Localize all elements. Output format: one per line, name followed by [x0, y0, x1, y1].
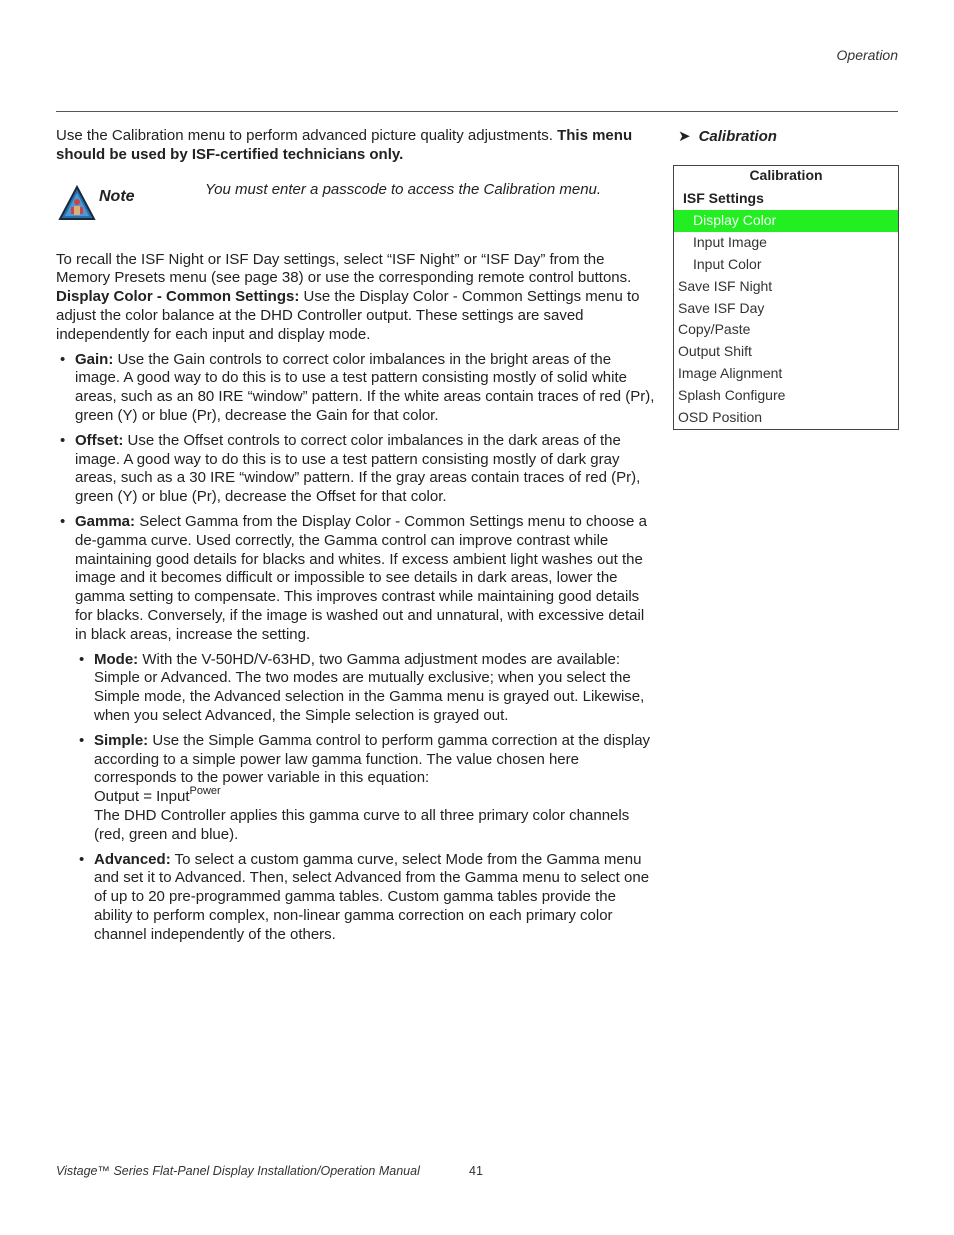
- mode-text: With the V-50HD/V-63HD, two Gamma adjustment modes are available: Simple or Advanced. The two modes are mutually exclusive; when you select the Simple mode, the Advanced selection in the Gamma menu is grayed out. Likewise, when you select Advanced, the Simple selection is grayed out.: [94, 650, 645, 724]
- menu-item-input-image[interactable]: Input Image: [693, 233, 767, 250]
- note-callout: [56, 181, 656, 251]
- simple-text: Use the Simple Gamma control to perform gamma correction at the display according to a simple power law gamma function. The value chosen here corresponds to the power variable in this equation:: [94, 731, 651, 787]
- intro-text: Use the Calibration menu to perform advanced picture quality adjustments.: [56, 127, 558, 144]
- gain-lead: Gain:: [75, 350, 114, 368]
- menu-item-image-alignment[interactable]: Image Alignment: [678, 365, 783, 382]
- offset-lead: Offset:: [75, 431, 124, 449]
- section-label: Operation: [836, 47, 898, 63]
- menu-item-osd-position[interactable]: OSD Position: [678, 409, 763, 426]
- note-warning-icon: [58, 185, 96, 221]
- gamma-lead: Gamma:: [75, 512, 136, 530]
- menu-item-copy-paste[interactable]: Copy/Paste: [678, 321, 751, 338]
- menu-subheader: ISF Settings: [683, 190, 764, 206]
- advanced-text: To select a custom gamma curve, select Mode from the Gamma menu and set it to Advanced. Then, select Advanced from the Gamma menu to select one of up to 20 pre-programmed gamma tables. Custom gamma tables provide the ability to perform complex, non-linear gamma correction on each primary color channel independently of the others.: [94, 850, 650, 943]
- display-color-lead: Display Color - Common Settings:: [56, 288, 300, 306]
- gain-text: Use the Gain controls to correct color imbalances in the bright areas of the image. A good way to do this is to use a test pattern consisting mostly of solid white areas, such as an 80 IRE “window” pattern. If the white areas contain traces of red (Pr), green (Y) or blue (Pr), decrease the Gain for that color.: [75, 350, 655, 424]
- sidebar-title: [678, 127, 777, 145]
- equation-base: Output = Input: [94, 788, 190, 806]
- list-item-gamma: [56, 513, 656, 945]
- mode-lead: Mode:: [94, 650, 139, 668]
- footer-title: Vistage™ Series Flat-Panel Display Installation/Operation Manual: [56, 1164, 420, 1178]
- list-item-advanced: [75, 851, 656, 945]
- display-color-text: Use the Display Color - Common Settings menu to adjust the color balance at the DHD Controller output. These settings are saved independently for each input and display mode.: [56, 288, 640, 343]
- list-item-mode: [75, 651, 656, 726]
- equation-exponent: Power: [189, 785, 221, 798]
- simple-lead: Simple:: [94, 731, 149, 749]
- list-item-offset: [56, 432, 656, 507]
- note-label: Note: [99, 187, 135, 205]
- calibration-menu: [673, 165, 899, 430]
- gamma-text: Select Gamma from the Display Color - Common Settings menu to choose a de-gamma curve. Used correctly, the Gamma control can improve contrast while maintaining good details for blacks and whites. If excess ambient light washes out the image and it becomes difficult or impossible to see details in dark areas, lower the gamma setting to compensate. This improves contrast while maintaining good details for blacks. Conversely, if the image is washed out and unnatural, with excessive detail in black areas, increase the setting.: [75, 512, 647, 643]
- menu-item-save-isf-night[interactable]: Save ISF Night: [678, 277, 773, 294]
- list-item-gain: [56, 351, 656, 426]
- menu-item-splash-configure[interactable]: Splash Configure: [678, 387, 786, 404]
- advanced-lead: Advanced:: [94, 850, 171, 868]
- simple-after-text: The DHD Controller applies this gamma curve to all three primary color channels (red, green and blue).: [94, 806, 630, 843]
- gamma-sublist: [75, 651, 656, 945]
- menu-item-input-color[interactable]: Input Color: [693, 255, 762, 272]
- menu-item-output-shift[interactable]: Output Shift: [678, 343, 752, 360]
- sidebar-title-text: Calibration: [698, 128, 777, 145]
- arrow-left-icon: ➤: [678, 128, 691, 145]
- page-number: 41: [469, 1164, 483, 1178]
- menu-item-save-isf-day[interactable]: Save ISF Day: [678, 299, 765, 316]
- gamma-equation: [94, 785, 656, 807]
- list-item-simple: [75, 732, 656, 845]
- note-text: You must enter a passcode to access the Calibration menu.: [205, 180, 602, 198]
- settings-list: [56, 351, 656, 945]
- intro-paragraph: [56, 127, 656, 165]
- header-rule: [56, 111, 898, 112]
- recall-paragraph: To recall the ISF Night or ISF Day settings, select “ISF Night” or “ISF Day” from the Memory Presets menu (see page 38) or use the corresponding remote control buttons.: [56, 250, 632, 287]
- menu-header: Calibration: [749, 167, 823, 183]
- intro-warning: This menu should be used by ISF-certified technicians only.: [56, 127, 633, 163]
- menu-item-display-color[interactable]: Display Color: [674, 210, 898, 232]
- display-color-paragraph: [56, 288, 656, 344]
- offset-text: Use the Offset controls to correct color imbalances in the dark areas of the image. A good way to do this is to use a test pattern consisting mostly of dark gray areas, such as a 30 IRE “window” pattern. If the gray areas contain traces of red (Pr), green (Y) or blue (Pr), decrease the Offset for that color.: [75, 431, 641, 506]
- menu-items: [674, 210, 898, 429]
- main-content: [56, 127, 656, 950]
